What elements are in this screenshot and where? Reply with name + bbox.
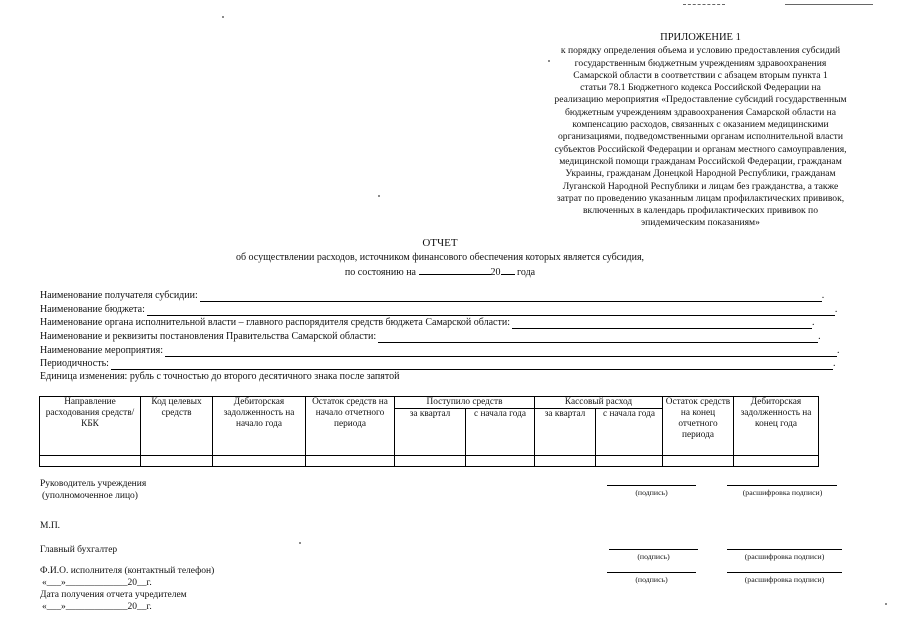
scan-speck	[222, 16, 224, 18]
annex-line: реализацию мероприятия «Предоставление субсидий государственным	[554, 94, 847, 106]
col-target-code: Код целевых средств	[141, 397, 213, 456]
annex-line: Самарской области в соответствии с абзацем вторым пункта 1	[573, 69, 828, 81]
annex-line: эпидемическим показаниям»	[641, 217, 760, 229]
date-suffix: года	[517, 267, 536, 278]
date-day-blank[interactable]	[419, 265, 491, 275]
chief-decode-caption: (расшифровка подписи)	[744, 552, 825, 561]
annex-line: Луганской Народной Республики и лицам без гражданства, а также	[562, 180, 839, 192]
chief-signature-caption: (подпись)	[637, 552, 670, 561]
field-unit-label: Единица изменения: рубль с точностью до второго десятичного знака после запятой	[40, 371, 400, 382]
executor-signature-caption: (подпись)	[635, 575, 668, 584]
field-periodicity-line[interactable]	[111, 360, 833, 370]
date-year-blank[interactable]	[501, 265, 515, 275]
head-label-sub: (уполномоченное лицо)	[42, 491, 138, 501]
received-quarter: за квартал	[395, 409, 466, 456]
report-title: ОТЧЕТ	[422, 237, 458, 249]
scan-speck	[548, 60, 550, 62]
field-budget: Наименование бюджета: .	[40, 304, 838, 315]
field-recipient: Наименование получателя субсидии: .	[40, 290, 825, 301]
field-periodicity-label: Периодичность:	[40, 358, 109, 369]
table-cell[interactable]	[466, 456, 535, 467]
field-authority-label: Наименование органа исполнительной власти – главного распорядителя средств бюджета Самарской области:	[40, 317, 510, 328]
head-signature-caption: (подпись)	[635, 488, 668, 497]
seal-label: М.П.	[40, 521, 61, 531]
field-recipient-label: Наименование получателя субсидии:	[40, 290, 198, 301]
table-cell[interactable]	[40, 456, 141, 467]
table-cell[interactable]	[213, 456, 306, 467]
field-event-label: Наименование мероприятия:	[40, 345, 163, 356]
cash-year-start: с начала года	[596, 409, 663, 456]
annex-line: бюджетным учреждениям здравоохранения Самарской области на	[564, 106, 837, 118]
annex-line: субъектов Российской Федерации и органам местного самоуправления,	[554, 143, 847, 155]
col-balance-start: Остаток средств на начало отчетного периода	[306, 397, 395, 456]
annex-line: организациями, подведомственными органам исполнительной власти	[557, 131, 843, 143]
executor-decode-line[interactable]	[727, 572, 842, 573]
head-signature-line[interactable]	[607, 485, 696, 486]
field-recipient-line[interactable]	[200, 292, 822, 302]
cash-quarter: за квартал	[535, 409, 596, 456]
field-resolution-label: Наименование и реквизиты постановления Правительства Самарской области:	[40, 331, 377, 342]
chief-accountant-label: Главный бухгалтер	[40, 545, 118, 555]
annex-block	[538, 32, 863, 230]
executor-date[interactable]: «___»_____________20__г.	[42, 578, 152, 588]
annex-heading: ПРИЛОЖЕНИЕ 1	[660, 32, 741, 43]
group-cash: Кассовый расход	[535, 397, 663, 409]
executor-signature-line[interactable]	[607, 572, 696, 573]
date-year: 20	[490, 267, 501, 278]
chief-decode-line[interactable]	[727, 549, 842, 550]
head-label: Руководитель учреждения	[40, 479, 147, 489]
table-cell[interactable]	[306, 456, 395, 467]
annex-line: Украины, гражданам Донецкой Народной Республики, гражданам	[565, 168, 836, 180]
annex-line: затрат по проведению указанным лицам профилактических прививок,	[556, 192, 845, 204]
table-cell[interactable]	[663, 456, 734, 467]
table-cell[interactable]	[535, 456, 596, 467]
field-authority-line[interactable]	[512, 319, 812, 329]
field-event-line[interactable]	[165, 347, 837, 357]
field-resolution: Наименование и реквизиты постановления Правительства Самарской области: .	[40, 331, 821, 342]
field-resolution-line[interactable]	[378, 333, 818, 343]
head-decode-line[interactable]	[727, 485, 837, 486]
table-cell[interactable]	[734, 456, 819, 467]
table-row	[40, 456, 819, 467]
col-receivable-start: Дебиторская задолженность на начало года	[213, 397, 306, 456]
table-cell[interactable]	[596, 456, 663, 467]
header-rule-right	[785, 4, 873, 5]
scan-speck	[378, 195, 380, 197]
field-event: Наименование мероприятия: .	[40, 345, 840, 356]
executor-decode-caption: (расшифровка подписи)	[744, 575, 825, 584]
field-budget-label: Наименование бюджета:	[40, 304, 145, 315]
annex-line: статьи 78.1 Бюджетного кодекса Российской Федерации на	[580, 82, 821, 94]
col-direction: Направление расходования средств/КБК	[40, 397, 141, 456]
header-rule-left	[683, 4, 725, 5]
col-balance-end: Остаток средств на конец отчетного периода	[663, 397, 734, 456]
table-header-row	[40, 397, 819, 409]
group-received: Поступило средств	[395, 397, 535, 409]
report-subtitle: об осуществлении расходов, источником финансового обеспечения которых является субсидия,	[235, 252, 645, 263]
annex-line: включенных в календарь профилактических прививок по	[583, 205, 818, 217]
annex-line: медицинской помощи гражданам Российской Федерации, гражданам	[559, 155, 842, 167]
annex-line: к порядку определения объема и условию предоставления субсидий	[560, 45, 841, 57]
table-cell[interactable]	[141, 456, 213, 467]
executor-label: Ф.И.О. исполнителя (контактный телефон)	[40, 566, 215, 576]
scan-speck	[299, 542, 301, 544]
receipt-date-label: Дата получения отчета учредителем	[40, 590, 187, 600]
scan-speck	[885, 603, 887, 605]
annex-line: компенсацию расходов, связанных с оказанием медицинскими	[572, 119, 829, 131]
field-authority: Наименование органа исполнительной власти – главного распорядителя средств бюджета Самарской области: .	[40, 317, 815, 328]
receipt-date[interactable]: «___»_____________20__г.	[42, 602, 152, 612]
chief-signature-line[interactable]	[609, 549, 698, 550]
field-periodicity: Периодичность: .	[40, 358, 836, 369]
table-cell[interactable]	[395, 456, 466, 467]
annex-line: государственным бюджетным учреждениям здравоохранения	[574, 57, 827, 69]
head-decode-caption: (расшифровка подписи)	[742, 488, 823, 497]
report-date-line	[0, 265, 880, 278]
col-receivable-end: Дебиторская задолженность на конец года	[734, 397, 819, 456]
field-unit	[40, 371, 399, 383]
field-budget-line[interactable]	[147, 306, 835, 316]
received-year-start: с начала года	[466, 409, 535, 456]
report-table	[39, 396, 819, 467]
date-prefix: по состоянию на	[344, 267, 416, 278]
